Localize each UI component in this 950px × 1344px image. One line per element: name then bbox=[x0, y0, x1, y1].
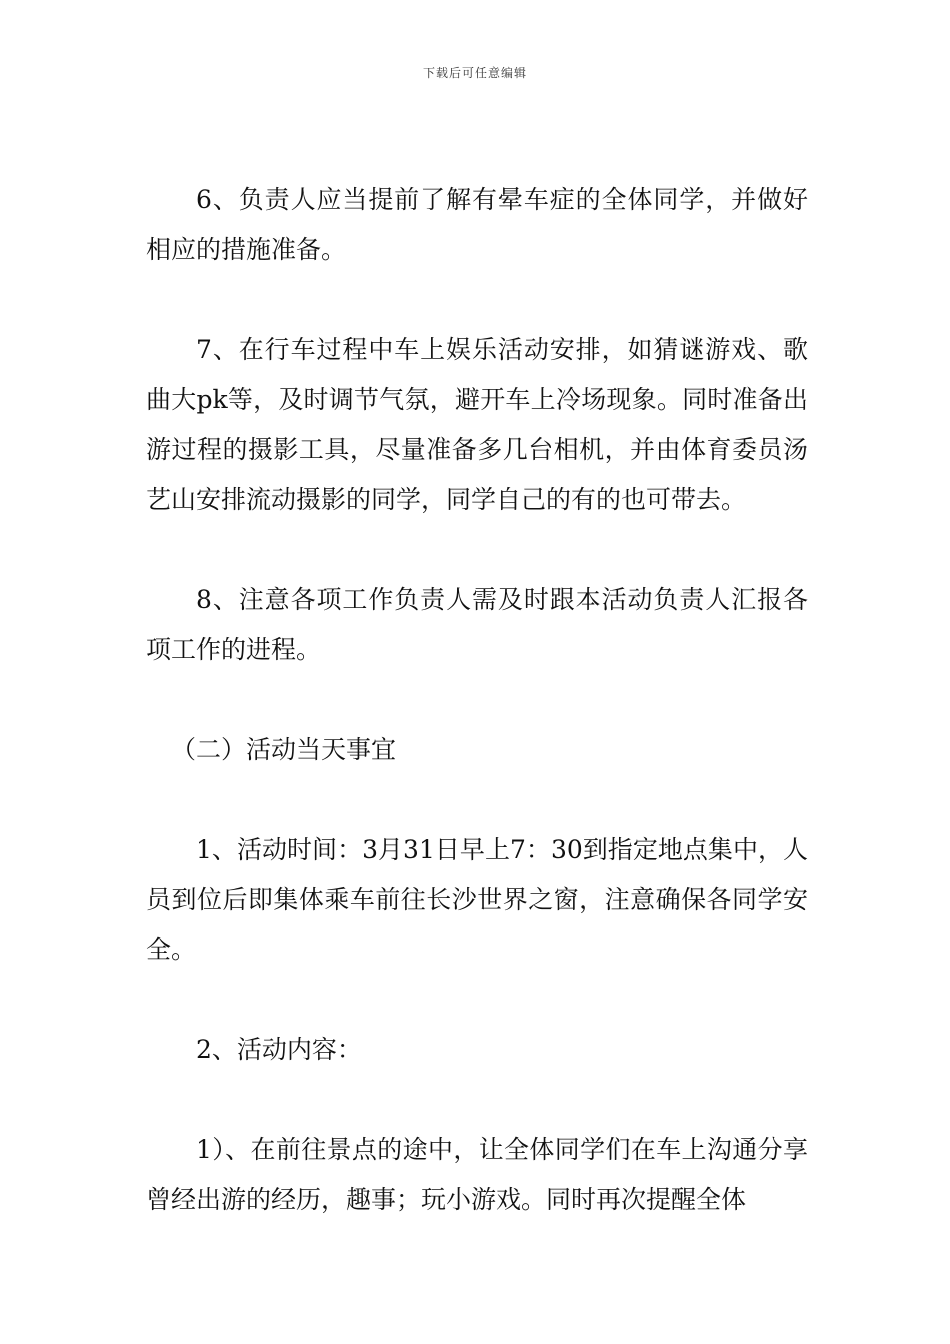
paragraph-activity-content: 2、活动内容： bbox=[196, 1035, 362, 1064]
document-body bbox=[146, 175, 808, 1275]
section-heading: （二）活动当天事宜 bbox=[171, 735, 397, 764]
paragraph-sub-item-1: 1）、在前往景点的途中，让全体同学们在车上沟通分享曾经出游的经历，趣事；玩小游戏。同时再次提醒全体 bbox=[146, 1135, 808, 1214]
paragraph-item-6: 6、负责人应当提前了解有晕车症的全体同学，并做好相应的措施准备。 bbox=[146, 185, 808, 264]
paragraph-item-7: 7、在行车过程中车上娱乐活动安排，如猜谜游戏、歌曲大pk等，及时调节气氛，避开车上冷场现象。同时准备出游过程的摄影工具，尽量准备多几台相机，并由体育委员汤艺山安排流动摄影的同学，同学自己的有的也可带去。 bbox=[146, 335, 808, 514]
paragraph-item-8: 8、注意各项工作负责人需及时跟本活动负责人汇报各项工作的进程。 bbox=[146, 585, 808, 664]
paragraph-activity-time: 1、活动时间：3月31日早上7：30到指定地点集中，人员到位后即集体乘车前往长沙世界之窗，注意确保各同学安全。 bbox=[146, 835, 808, 964]
page-header: 下载后可任意编辑 bbox=[422, 66, 527, 80]
